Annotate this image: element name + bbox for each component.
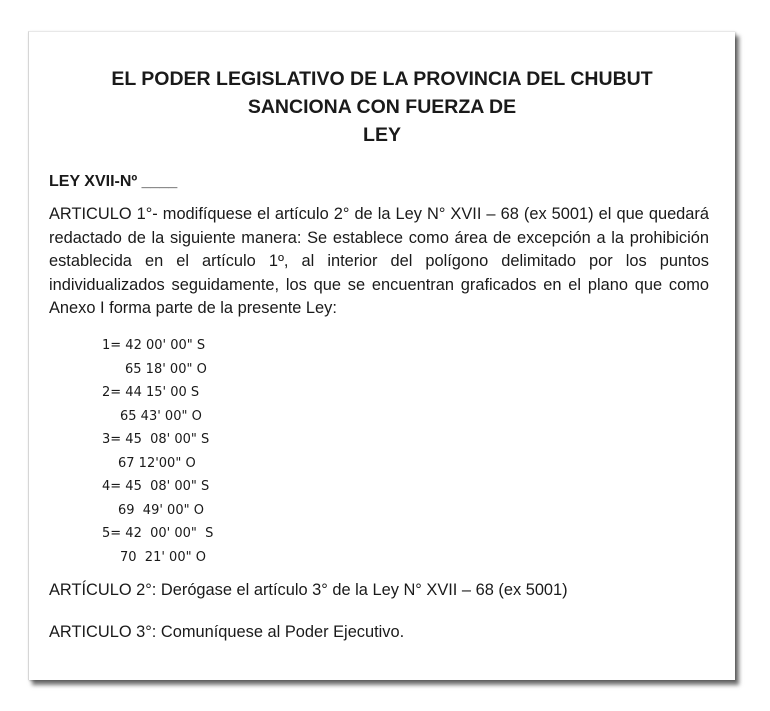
coordinate-point-3-lon: 67 12'00" O xyxy=(118,455,196,471)
coordinate-point-1-lat: 1= 42 00' 00" S xyxy=(102,338,206,353)
coordinate-point-3-lat: 3= 45 08' 00" S xyxy=(102,432,210,447)
coordinate-point-4-lon: 69 49' 00" O xyxy=(118,502,204,518)
title-line-1: EL PODER LEGISLATIVO DE LA PROVINCIA DEL CHUBUT xyxy=(111,68,653,90)
coordinate-point-1-lon: 65 18' 00" O xyxy=(125,361,207,377)
coordinate-point-5-lat: 5= 42 00' 00" S xyxy=(102,526,214,541)
article-1: ARTICULO 1°- modifíquese el artículo 2° de la Ley N° XVII – 68 (ex 5001) el que quedará redactado de la siguiente manera: Se establece como área de excepción a la prohibición establecida en el artículo 1º, al interior del polígono delimitado por los puntos individualizados seguidamente, los que se encuentran graficados en el plano que como Anexo I forma parte de la presente Ley: xyxy=(49,205,709,318)
law-number: LEY XVII-Nº ____ xyxy=(49,173,178,190)
coordinate-point-5-lon: 70 21' 00" O xyxy=(120,549,206,565)
title-line-2: SANCIONA CON FUERZA DE xyxy=(247,96,517,118)
document-page xyxy=(28,31,735,680)
article-2: ARTÍCULO 2°: Derógase el artículo 3° de la Ley N° XVII – 68 (ex 5001) xyxy=(49,581,568,599)
document-title xyxy=(29,65,735,149)
coordinate-point-2-lon: 65 43' 00" O xyxy=(120,408,202,424)
coordinate-list xyxy=(29,334,213,569)
article-3: ARTICULO 3°: Comuníquese al Poder Ejecutivo. xyxy=(49,623,405,641)
coordinate-point-2-lat: 2= 44 15' 00 S xyxy=(102,385,200,400)
title-line-3: LEY xyxy=(363,124,401,146)
coordinate-point-4-lat: 4= 45 08' 00" S xyxy=(102,479,210,494)
